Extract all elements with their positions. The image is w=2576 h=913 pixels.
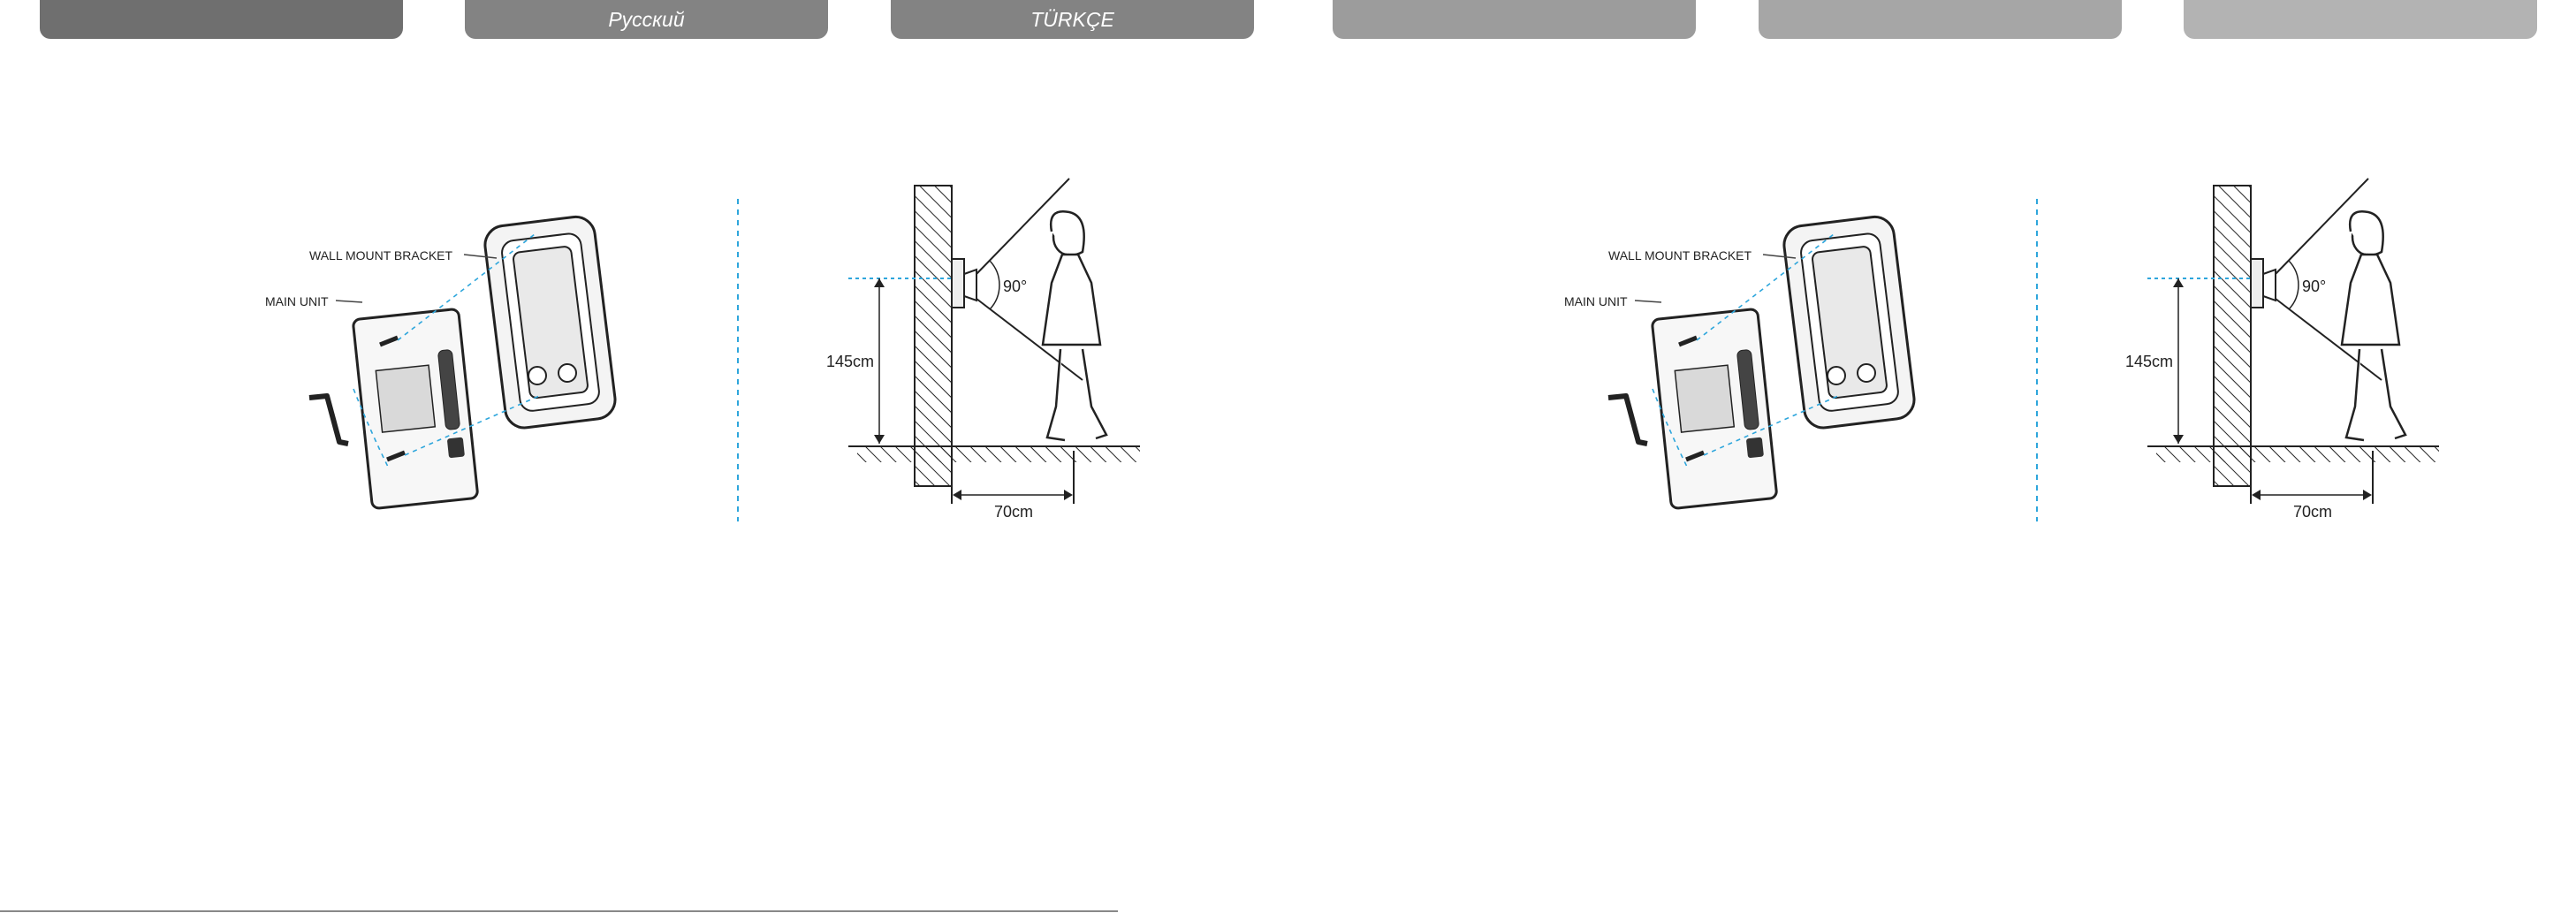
tab-russian[interactable]: [465, 0, 828, 39]
camera-lens: [964, 270, 976, 301]
allen-key-icon: [309, 396, 348, 444]
installation-illustration: [1555, 168, 2527, 539]
camera-lens: [2263, 270, 2276, 301]
bracket-label: WALL MOUNT BRACKET: [309, 248, 453, 262]
tab-turkish[interactable]: [891, 0, 1254, 39]
angle-label: 90°: [2302, 278, 2327, 295]
wall: [915, 186, 952, 486]
unit-leader: [1635, 301, 1661, 302]
installation-panel-right: [1555, 168, 2576, 539]
bottom-rule: [0, 910, 1118, 912]
wall-mount-bracket: [1782, 215, 1916, 430]
tab-4[interactable]: [1333, 0, 1696, 39]
floor-hatch: [857, 446, 1140, 462]
fov-arc: [2289, 261, 2299, 309]
height-label: 145cm: [2125, 353, 2174, 370]
bracket-label: WALL MOUNT BRACKET: [1608, 248, 1752, 262]
height-label: 145cm: [826, 353, 875, 370]
unit-label: MAIN UNIT: [265, 294, 329, 308]
installation-panel-left: [256, 168, 1317, 539]
tab-russian-label: Русский: [608, 7, 685, 31]
person-figure: [1043, 211, 1106, 440]
wall: [2214, 186, 2251, 486]
unit-label: MAIN UNIT: [1564, 294, 1628, 308]
person-figure: [2342, 211, 2405, 440]
floor-hatch: [2156, 446, 2439, 462]
tab-1[interactable]: [40, 0, 403, 39]
distance-label: 70cm: [994, 503, 1034, 521]
unit-leader: [336, 301, 362, 302]
distance-label: 70cm: [2293, 503, 2333, 521]
main-unit: [353, 308, 478, 508]
door-camera-unit: [2251, 259, 2263, 308]
door-camera-unit: [952, 259, 964, 308]
tab-6[interactable]: [2184, 0, 2537, 39]
fov-arc: [990, 261, 999, 309]
installation-illustration: [256, 168, 1228, 539]
wall-mount-bracket: [483, 215, 617, 430]
main-unit: [1652, 308, 1777, 508]
angle-label: 90°: [1003, 278, 1028, 295]
tab-turkish-label: TÜRKÇE: [1030, 7, 1114, 31]
allen-key-icon: [1608, 396, 1647, 444]
tab-5[interactable]: [1759, 0, 2122, 39]
